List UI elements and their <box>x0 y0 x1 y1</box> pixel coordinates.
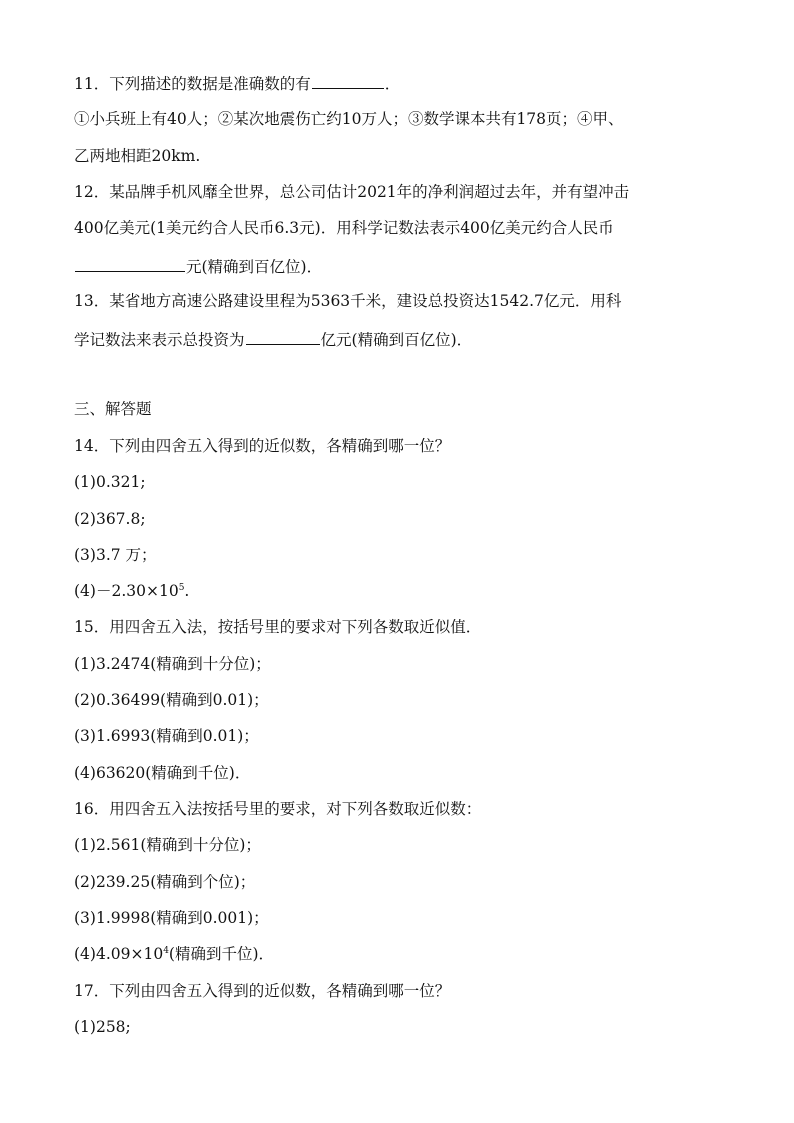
question-11-stem: 11．下列描述的数据是准确数的有 ． <box>74 72 400 94</box>
question-11-options-line-2: 乙两地相距20km. <box>74 147 201 165</box>
section-heading: 三、解答题 <box>74 400 152 418</box>
question-15-stem: 15．用四舍五入法，按括号里的要求对下列各数取近似值． <box>74 618 482 636</box>
exponent: 4 <box>163 946 169 956</box>
question-16-stem: 16．用四舍五入法按括号里的要求，对下列各数取近似数： <box>74 800 482 818</box>
question-16-part-1: (1)2.561(精确到十分位)； <box>74 836 261 854</box>
question-15-part-4: (4)63620(精确到千位)． <box>74 764 251 782</box>
question-15-part-2: (2)0.36499(精确到0.01)； <box>74 691 269 709</box>
question-14-part-2: (2)367.8; <box>74 510 146 528</box>
question-11-options-line-1: ①小兵班上有40人；②某次地震伤亡约10万人；③数学课本共有178页；④甲、 <box>74 110 624 128</box>
question-14-part-3: (3)3.7 万； <box>74 546 157 564</box>
question-16-part-2: (2)239.25(精确到个位)； <box>74 873 256 891</box>
question-16-part-3: (3)1.9998(精确到0.001)； <box>74 909 269 927</box>
question-13-line-1: 13．某省地方高速公路建设里程为5363千米，建设总投资达1542.7亿元．用科 <box>74 292 622 310</box>
question-12-line-2: 400亿美元(1美元约合人民币6.3元)．用科学记数法表示400亿美元约合人民币 <box>74 219 614 237</box>
question-13-line-2: 学记数法来表示总投资为 亿元(精确到百亿位)． <box>74 328 472 350</box>
question-15-part-3: (3)1.6993(精确到0.01)； <box>74 727 259 745</box>
answer-blank[interactable] <box>246 328 320 345</box>
question-12-line-1: 12．某品牌手机风靡全世界，总公司估计2021年的净利润超过去年，并有望冲击 <box>74 183 630 201</box>
question-12-line-3: 元(精确到百亿位)． <box>74 255 322 277</box>
question-17-stem: 17．下列由四舍五入得到的近似数，各精确到哪一位？ <box>74 982 451 1000</box>
question-17-part-1: (1)258; <box>74 1018 131 1036</box>
answer-blank[interactable] <box>75 255 185 272</box>
question-14-part-4: $(4)-2.30\times 10^5$. <box>74 582 190 600</box>
question-16-part-4: $(4)4.09\times 10^4$(精确到千位)． <box>74 945 275 963</box>
question-15-part-1: (1)3.2474(精确到十分位)； <box>74 655 271 673</box>
exponent: 5 <box>178 583 185 593</box>
answer-blank[interactable] <box>312 72 384 89</box>
question-14-part-1: (1)0.321; <box>74 473 146 491</box>
question-14-stem: 14．下列由四舍五入得到的近似数，各精确到哪一位？ <box>74 437 451 455</box>
